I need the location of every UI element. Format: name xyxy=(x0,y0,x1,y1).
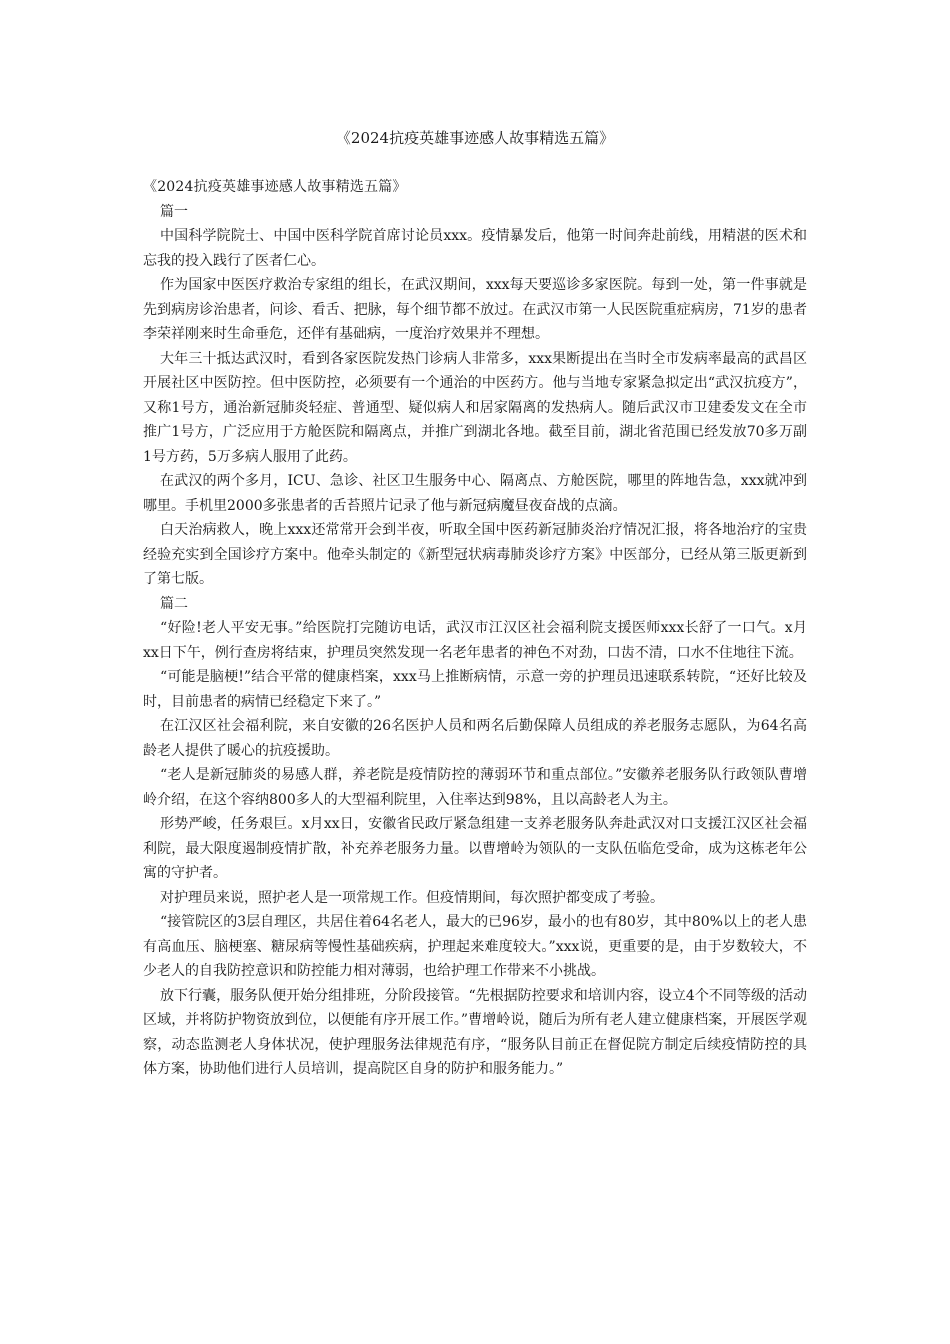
section-heading-1: 篇一 xyxy=(160,203,188,220)
document-title: 《2024抗疫英雄事迹感人故事精选五篇》 xyxy=(335,129,615,147)
paragraph: 在江汉区社会福利院，来自安徽的26名医护人员和两名后勤保障人员组成的养老服务志愿队，为64名高龄老人提供了暖心的抗疫援助。 xyxy=(143,718,807,759)
paragraph: “可能是脑梗!”结合平常的健康档案，xxx马上推断病情，示意一旁的护理员迅速联系转院，“还好比较及时，目前患者的病情已经稳定下来了。” xyxy=(143,669,807,710)
document-body xyxy=(143,175,807,1082)
section-heading-2: 篇二 xyxy=(160,595,188,612)
paragraph: 白天治病救人，晚上xxx还常常开会到半夜，听取全国中医药新冠肺炎治疗情况汇报，将各地治疗的宝贵经验充实到全国诊疗方案中。他牵头制定的《新型冠状病毒肺炎诊疗方案》中医部分，已经从第三版更新到了第七版。 xyxy=(143,522,807,587)
paragraph: 对护理员来说，照护老人是一项常规工作。但疫情期间，每次照护都变成了考验。 xyxy=(160,889,664,906)
paragraph: 形势严峻，任务艰巨。x月xx日，安徽省民政厅紧急组建一支养老服务队奔赴武汉对口支援江汉区社会福利院，最大限度遏制疫情扩散，补充养老服务力量。以曹增岭为领队的一支队伍临危受命，成为这栋老年公寓的守护者。 xyxy=(143,816,807,881)
paragraph: “接管院区的3层自理区，共居住着64名老人，最大的已96岁，最小的也有80岁，其中80%以上的老人患有高血压、脑梗塞、糖尿病等慢性基础疾病，护理起来难度较大。”xxx说，更重要的是，由于岁数较大，不少老人的自我防控意识和防控能力相对薄弱，也给护理工作带来不小挑战。 xyxy=(143,914,807,979)
paragraph: 放下行囊，服务队便开始分组排班，分阶段接管。“先根据防控要求和培训内容，设立4个不同等级的活动区域，并将防护物资放到位，以便能有序开展工作。”曹增岭说，随后为所有老人建立健康档案，开展医学观察，动态监测老人身体状况，使护理服务法律规范有序，“服务队目前正在督促院方制定后续疫情防控的具体方案，协助他们进行人员培训，提高院区自身的防护和服务能力。” xyxy=(143,987,807,1077)
paragraph: 作为国家中医医疗救治专家组的组长，在武汉期间，xxx每天要巡诊多家医院。每到一处，第一件事就是先到病房诊治患者，问诊、看舌、把脉，每个细节都不放过。在武汉市第一人民医院重症病房，71岁的患者李荣祥刚来时生命垂危，还伴有基础病，一度治疗效果并不理想。 xyxy=(143,277,807,342)
paragraph: 大年三十抵达武汉时，看到各家医院发热门诊病人非常多，xxx果断提出在当时全市发病率最高的武昌区开展社区中医防控。但中医防控，必须要有一个通治的中医药方。他与当地专家紧急拟定出“武汉抗疫方”，又称1号方，通治新冠肺炎轻症、普通型、疑似病人和居家隔离的发热病人。随后武汉市卫建委发文在全市推广1号方，广泛应用于方舱医院和隔离点，并推广到湖北各地。截至目前，湖北省范围已经发放70多万副1号方药，5万多病人服用了此药。 xyxy=(143,350,807,465)
document-subtitle: 《2024抗疫英雄事迹感人故事精选五篇》 xyxy=(143,179,407,195)
paragraph: “好险!老人平安无事。”给医院打完随访电话，武汉市江汉区社会福利院支援医师xxx长舒了一口气。x月xx日下午，例行查房将结束，护理员突然发现一名老年患者的神色不对劲，口齿不清，口水不住地往下流。 xyxy=(143,620,807,661)
paragraph: 中国科学院院士、中国中医科学院首席讨论员xxx。疫情暴发后，他第一时间奔赴前线，用精湛的医术和忘我的投入践行了医者仁心。 xyxy=(143,228,807,269)
paragraph: 在武汉的两个多月，ICU、急诊、社区卫生服务中心、隔离点、方舱医院，哪里的阵地告急，xxx就冲到哪里。手机里2000多张患者的舌苔照片记录了他与新冠病魔昼夜奋战的点滴。 xyxy=(143,473,807,514)
paragraph: “老人是新冠肺炎的易感人群，养老院是疫情防控的薄弱环节和重点部位。”安徽养老服务队行政领队曹增岭介绍，在这个容纳800多人的大型福利院里，入住率达到98%，且以高龄老人为主。 xyxy=(143,767,807,808)
